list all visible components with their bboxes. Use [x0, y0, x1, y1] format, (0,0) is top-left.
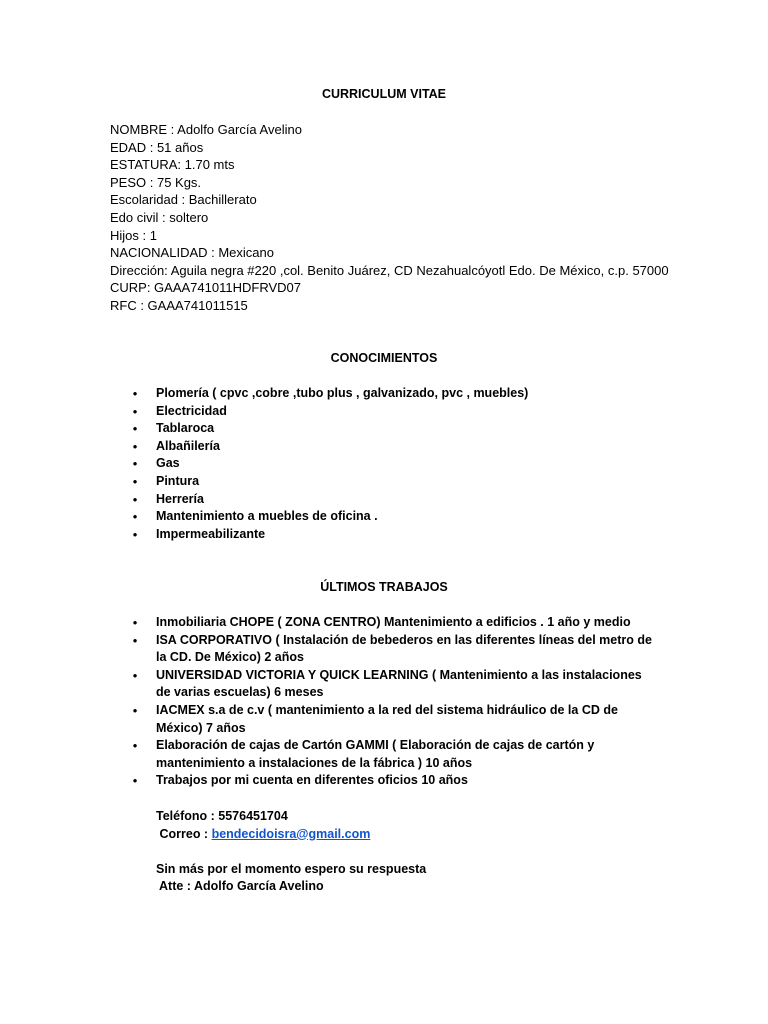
list-item [0, 526, 768, 544]
job-text: ISA CORPORATIVO ( Instalación de bebederos en las diferentes líneas del metro de la CD. De México) 2 años [156, 632, 652, 665]
contact-block [156, 808, 426, 896]
bullet-icon: • [132, 509, 138, 525]
skill-text: Impermeabilizante [156, 526, 266, 541]
bullet-icon: • [132, 421, 138, 437]
personal-education: Escolaridad : Bachillerato [110, 192, 257, 208]
bullet-icon: • [132, 456, 138, 472]
bullet-icon: • [132, 473, 138, 489]
bullet-icon: • [132, 702, 138, 718]
personal-weight: PESO : 75 Kgs. [110, 174, 202, 190]
list-item [0, 702, 768, 737]
personal-rfc: RFC : GAAA741011515 [110, 297, 248, 313]
job-text: Elaboración de cajas de Cartón GAMMI ( Elaboración de cajas de cartón y mantenimiento a instalaciones de la fábrica ) 10 años [156, 738, 595, 770]
skill-text: Gas [156, 456, 180, 471]
signature-text: Atte : Adolfo García Avelino [156, 879, 324, 894]
bullet-icon: • [132, 491, 138, 507]
list-item [0, 737, 768, 772]
list-item [0, 491, 768, 509]
bullet-icon: • [132, 438, 138, 454]
personal-nationality: NACIONALIDAD : Mexicano [110, 245, 274, 261]
skill-text: Herrería [156, 491, 204, 506]
personal-age: EDAD : 51 años [110, 139, 204, 155]
jobs-heading: ÚLTIMOS TRABAJOS [320, 580, 448, 594]
bullet-icon: • [132, 667, 138, 683]
personal-address: Dirección: Aguila negra #220 ,col. Benito Juárez, CD Nezahualcóyotl Edo. De México, c.p. 57000 [110, 262, 669, 278]
bullet-icon: • [132, 526, 138, 542]
list-item [0, 403, 768, 421]
bullet-icon: • [132, 738, 138, 754]
list-item [0, 667, 768, 702]
personal-height: ESTATURA: 1.70 mts [110, 157, 235, 173]
job-text: UNIVERSIDAD VICTORIA Y QUICK LEARNING ( Mantenimiento a las instalaciones de varias escuelas) 6 meses [156, 667, 642, 700]
contact-email-label: Correo : [156, 826, 212, 841]
bullet-icon: • [132, 773, 138, 789]
list-item [0, 632, 768, 667]
list-item [0, 772, 768, 790]
list-item [0, 420, 768, 438]
skill-text: Tablaroca [156, 421, 215, 436]
job-text: Inmobiliaria CHOPE ( ZONA CENTRO) Mantenimiento a edificios . 1 año y medio [156, 615, 631, 629]
job-text: IACMEX s.a de c.v ( mantenimiento a la red del sistema hidráulico de la CD de México) 7 años [156, 702, 618, 735]
contact-email-line [156, 826, 426, 844]
bullet-icon: • [132, 386, 138, 401]
bullet-icon: • [132, 403, 138, 419]
list-item [0, 438, 768, 456]
list-item [0, 455, 768, 473]
email-link[interactable]: bendecidoisra@gmail.com [211, 826, 371, 841]
document-title: CURRICULUM VITAE [321, 87, 447, 101]
jobs-list [0, 614, 768, 790]
skill-text: Mantenimiento a muebles de oficina . [156, 509, 378, 524]
spacer [156, 843, 426, 861]
list-item [0, 473, 768, 491]
personal-children: Hijos : 1 [110, 227, 157, 243]
closing-text: Sin más por el momento espero su respuesta [156, 861, 427, 876]
skill-text: Plomería ( cpvc ,cobre ,tubo plus , galvanizado, pvc , muebles) [156, 386, 529, 400]
skills-heading: CONOCIMIENTOS [330, 351, 438, 365]
contact-phone: Teléfono : 5576451704 [156, 809, 288, 823]
list-item [0, 508, 768, 526]
bullet-icon: • [132, 615, 138, 630]
list-item [0, 385, 768, 403]
personal-curp: CURP: GAAA741011HDFRVD07 [110, 280, 301, 296]
bullet-icon: • [132, 632, 138, 648]
personal-name: NOMBRE : Adolfo García Avelino [110, 122, 302, 137]
skill-text: Electricidad [156, 403, 227, 418]
skill-text: Pintura [156, 473, 200, 488]
personal-civil-status: Edo civil : soltero [110, 209, 209, 225]
skill-text: Albañilería [156, 438, 220, 453]
list-item [0, 614, 768, 632]
personal-info [110, 121, 730, 315]
job-text: Trabajos por mi cuenta en diferentes oficios 10 años [156, 773, 468, 788]
skills-list [0, 385, 768, 543]
